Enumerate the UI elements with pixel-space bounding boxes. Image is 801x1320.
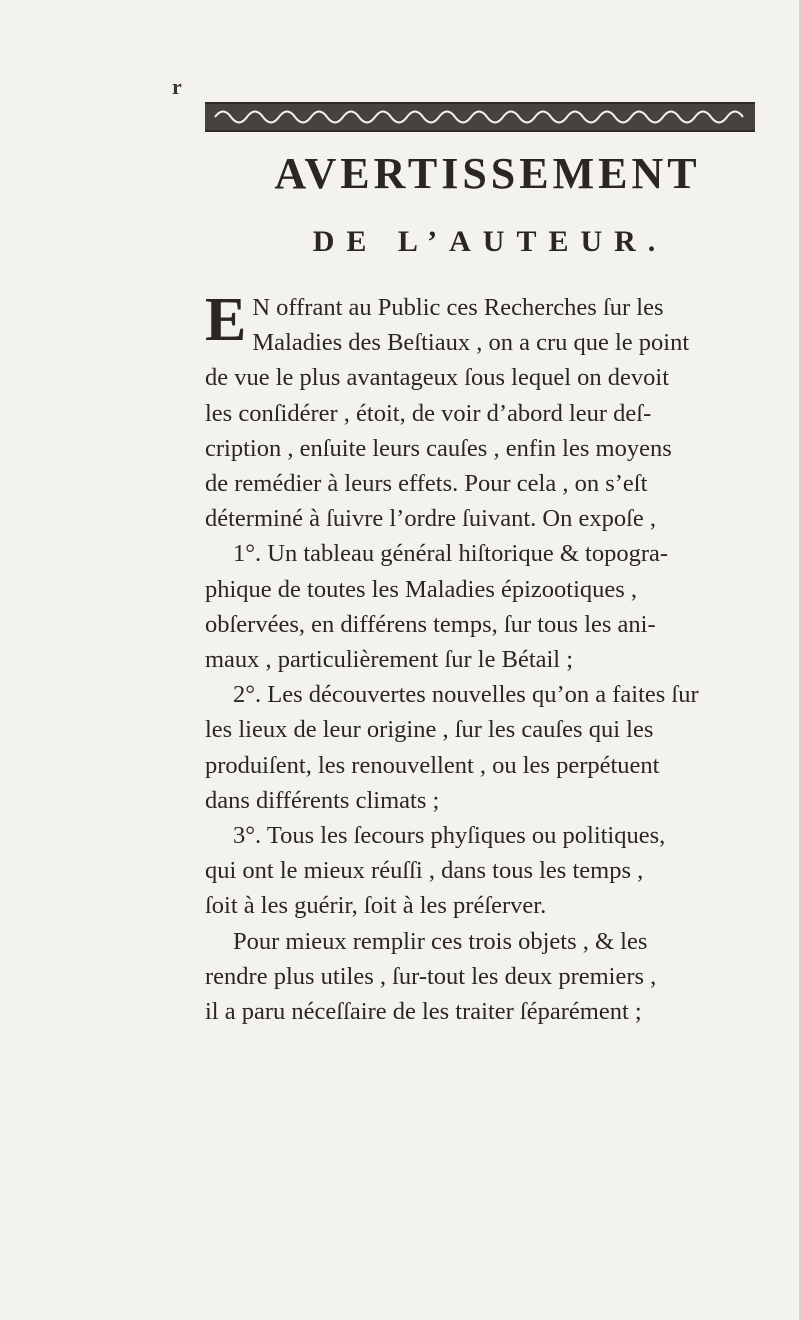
text-line: rendre plus utiles , ſur-tout les deux premiers , bbox=[205, 962, 657, 990]
text-line: de vue le plus avantageux ſous lequel on devoit bbox=[205, 364, 670, 392]
text-line: 3°. Tous les ſecours phyſiques ou politiques, bbox=[233, 822, 666, 850]
text-line: produiſent, les renouvellent , ou les perpétuent bbox=[205, 751, 660, 779]
text-line: cription , enſuite leurs cauſes , enfin les moyens bbox=[205, 434, 672, 462]
text-line: qui ont le mieux réuſſi , dans tous les temps , bbox=[205, 857, 644, 885]
text-line: 2°. Les découvertes nouvelles qu’on a faites ſur bbox=[233, 681, 699, 709]
page-subtitle: DE L’AUTEUR. bbox=[312, 225, 668, 258]
text-line: Pour mieux remplir ces trois objets , & les bbox=[233, 927, 648, 955]
body-text bbox=[205, 286, 780, 1029]
signature-mark: r bbox=[172, 74, 182, 99]
text-line: maux , particulièrement ſur le Bétail ; bbox=[205, 646, 574, 674]
text-line: déterminé à ſuivre l’ordre ſuivant. On expoſe , bbox=[205, 505, 657, 533]
drop-cap: E bbox=[205, 286, 247, 354]
text-line: 1°. Un tableau général hiſtorique & topogra- bbox=[233, 540, 669, 568]
text-line: phique de toutes les Maladies épizootiques , bbox=[205, 575, 638, 603]
text-line: ſoit à les guérir, ſoit à les préſerver. bbox=[205, 892, 547, 920]
text-line: les conſidérer , étoit, de voir d’abord leur deſ- bbox=[205, 399, 652, 427]
text-line: N offrant au Public ces Recherches ſur les bbox=[252, 294, 664, 321]
text-line: dans différents climats ; bbox=[205, 786, 440, 814]
text-line: il a paru néceſſaire de les traiter ſéparément ; bbox=[205, 998, 642, 1026]
text-line: obſervées, en différens temps, ſur tous les ani- bbox=[205, 610, 656, 638]
text-line: de remédier à leurs effets. Pour cela , on s’eſt bbox=[205, 470, 648, 498]
page-title: AVERTISSEMENT bbox=[274, 149, 701, 198]
decorative-border-ornament bbox=[205, 100, 755, 134]
text-line: les lieux de leur origine , ſur les cauſes qui les bbox=[205, 716, 654, 744]
text-line: Maladies des Beſtiaux , on a cru que le point bbox=[252, 329, 690, 357]
